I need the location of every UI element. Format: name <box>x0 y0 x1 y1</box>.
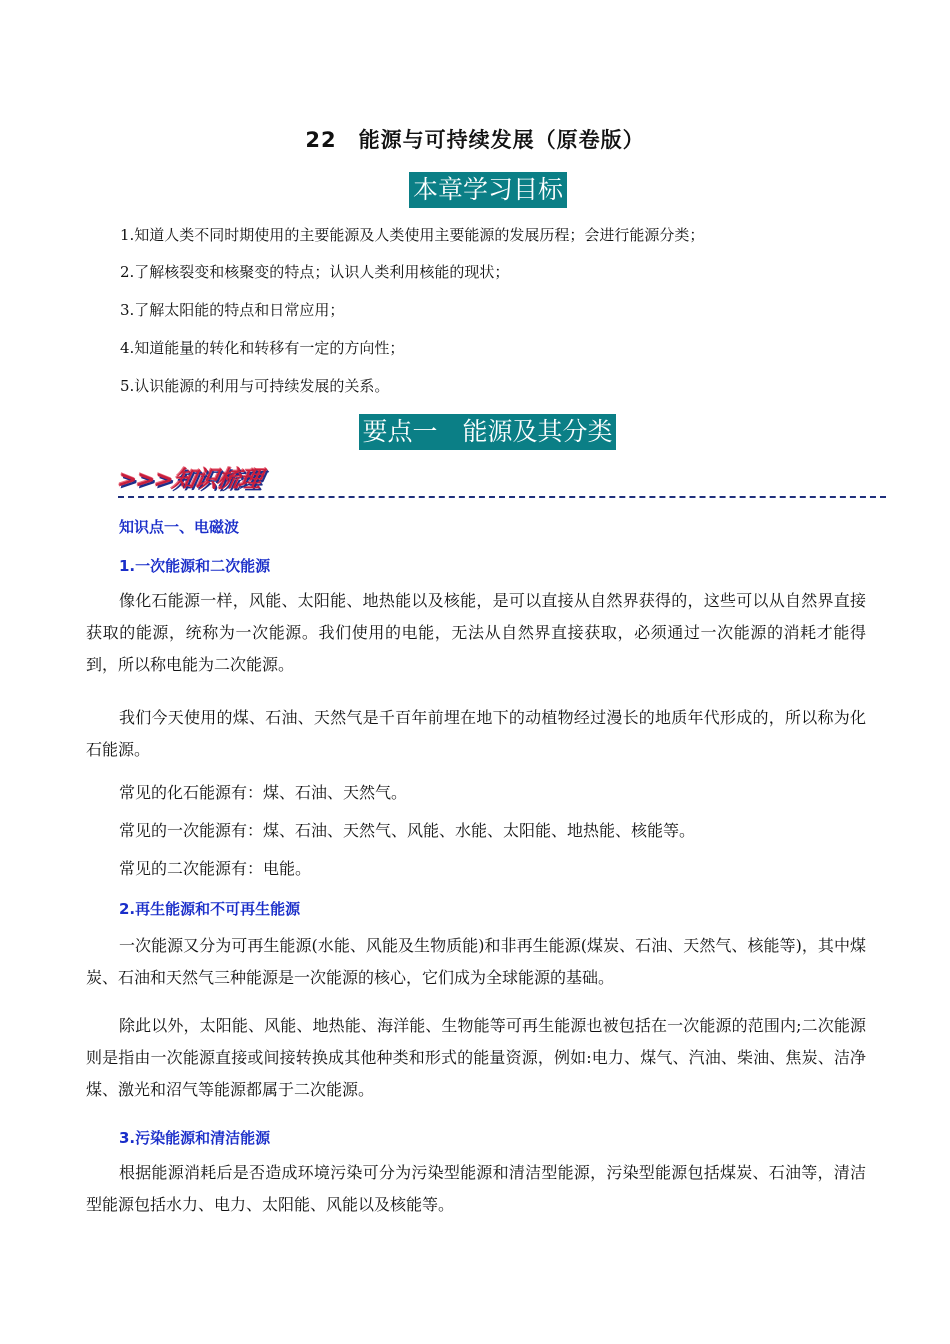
goal-item: 4.知道能量的转化和转移有一定的方向性； <box>120 339 405 357</box>
paragraph: 常见的二次能源有：电能。 <box>119 859 312 878</box>
document-title: 22 能源与可持续发展（原卷版） <box>305 128 645 152</box>
paragraph: 常见的一次能源有：煤、石油、天然气、风能、水能、太阳能、地热能、核能等。 <box>119 821 696 840</box>
paragraph: 根据能源消耗后是否造成环境污染可分为污染型能源和清洁型能源，污染型能源包括煤炭、石油等，清洁型能源包括水力、电力、太阳能、风能以及核能等。 <box>86 1163 866 1214</box>
goal-item: 5.认识能源的利用与可持续发展的关系。 <box>120 377 390 395</box>
knowledge-banner <box>115 462 278 498</box>
paragraph: 常见的化石能源有：煤、石油、天然气。 <box>119 783 408 802</box>
paragraph: 一次能源又分为可再生能源(水能、风能及生物质能)和非再生能源(煤炭、石油、天然气、核能等)，其中煤炭、石油和天然气三种能源是一次能源的核心，它们成为全球能源的基础。 <box>86 936 866 987</box>
learning-goals-banner: 本章学习目标 <box>409 172 567 208</box>
paragraph: 我们今天使用的煤、石油、天然气是千百年前埋在地下的动植物经过漫长的地质年代形成的，所以称为化石能源。 <box>86 708 866 759</box>
subheading-renewable: 2.再生能源和不可再生能源 <box>119 900 301 918</box>
knowledge-point-heading: 知识点一、电磁波 <box>119 518 240 536</box>
dashed-divider <box>118 496 886 498</box>
section-banner: 要点一 能源及其分类 <box>359 414 616 450</box>
goal-item: 1.知道人类不同时期使用的主要能源及人类使用主要能源的发展历程；会进行能源分类； <box>120 226 705 244</box>
goal-item: 3.了解太阳能的特点和日常应用； <box>120 301 345 319</box>
paragraph: 像化石能源一样，风能、太阳能、地热能以及核能，是可以直接从自然界获得的，这些可以从自然界直接获取的能源，统称为一次能源。我们使用的电能，无法从自然界直接获取，必须通过一次能源的消耗才能得到，所以称电能为二次能源。 <box>86 591 866 674</box>
knowledge-banner-text: >>>知识梳理 <box>115 467 264 493</box>
subheading-primary-secondary: 1.一次能源和二次能源 <box>119 557 271 575</box>
subheading-pollution-clean: 3.污染能源和清洁能源 <box>119 1129 271 1147</box>
goal-item: 2.了解核裂变和核聚变的特点；认识人类利用核能的现状； <box>120 263 510 281</box>
paragraph: 除此以外，太阳能、风能、地热能、海洋能、生物能等可再生能源也被包括在一次能源的范围内;二次能源则是指由一次能源直接或间接转换成其他种类和形式的能量资源，例如:电力、煤气、汽油、柴油、焦炭、洁净煤、激光和沼气等能源都属于二次能源。 <box>86 1016 866 1099</box>
